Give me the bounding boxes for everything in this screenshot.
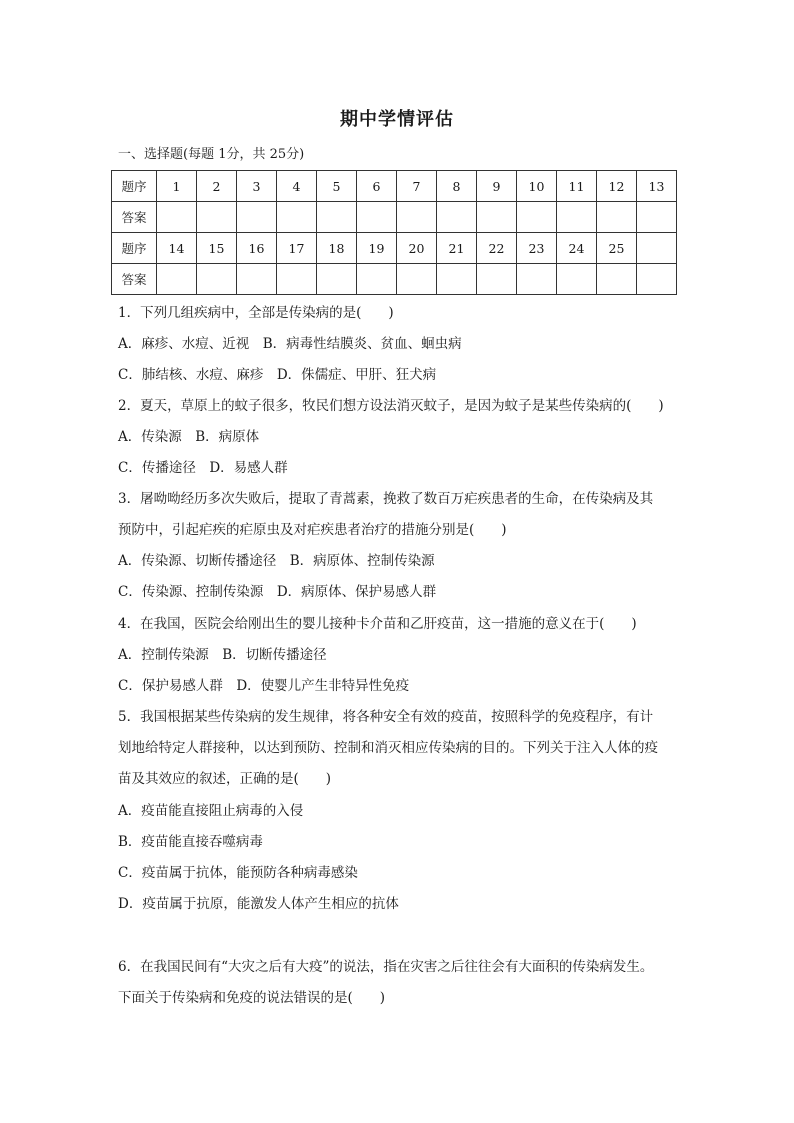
table-row — [112, 264, 677, 295]
answer-cell[interactable] — [317, 264, 357, 295]
question-number-cell: 2 — [197, 171, 237, 202]
question-number-cell: 18 — [317, 233, 357, 264]
question-3-options-cd: C．传染源、控制传染源 D．病原体、保护易感人群 — [118, 584, 437, 600]
question-number-cell — [637, 233, 677, 264]
answer-cell[interactable] — [437, 264, 477, 295]
answer-cell[interactable] — [517, 264, 557, 295]
question-number-cell: 9 — [477, 171, 517, 202]
answer-cell[interactable] — [357, 202, 397, 233]
answer-table — [111, 170, 677, 295]
answer-cell[interactable] — [317, 202, 357, 233]
answer-cell[interactable] — [437, 202, 477, 233]
answer-cell[interactable] — [277, 264, 317, 295]
answer-cell[interactable] — [597, 264, 637, 295]
question-4-options-cd: C．保护易感人群 D．使婴儿产生非特异性免疫 — [118, 678, 410, 694]
answer-cell[interactable] — [277, 202, 317, 233]
answer-cell[interactable] — [397, 202, 437, 233]
question-5-option-c: C．疫苗属于抗体，能预防各种病毒感染 — [118, 865, 358, 881]
answer-cell[interactable] — [477, 264, 517, 295]
row-label: 答案 — [112, 264, 157, 295]
question-number-cell: 13 — [637, 171, 677, 202]
question-6-stem-line1: 6．在我国民间有“大灾之后有大疫”的说法，指在灾害之后往往会有大面积的传染病发生。 — [118, 959, 654, 975]
question-3-options-ab: A．传染源、切断传播途径 B．病原体、控制传染源 — [118, 553, 435, 569]
row-label: 答案 — [112, 202, 157, 233]
question-5-option-d: D．疫苗属于抗原，能激发人体产生相应的抗体 — [118, 896, 399, 912]
question-number-cell: 21 — [437, 233, 477, 264]
question-3-stem-line1: 3．屠呦呦经历多次失败后，提取了青蒿素，挽救了数百万疟疾患者的生命，在传染病及其 — [118, 491, 654, 507]
question-number-cell: 19 — [357, 233, 397, 264]
question-1-stem: 1．下列几组疾病中，全部是传染病的是( ) — [118, 305, 394, 321]
section-header: 一、选择题(每题 1分，共 25分) — [118, 147, 305, 162]
answer-cell[interactable] — [557, 264, 597, 295]
question-2-stem: 2．夏天，草原上的蚊子很多，牧民们想方设法消灭蚊子，是因为蚊子是某些传染病的( ) — [118, 398, 664, 414]
answer-cell[interactable] — [637, 264, 677, 295]
question-1-options-ab: A．麻疹、水痘、近视 B．病毒性结膜炎、贫血、蛔虫病 — [118, 336, 462, 352]
answer-cell[interactable] — [197, 264, 237, 295]
page-title: 期中学情评估 — [340, 109, 454, 130]
answer-cell[interactable] — [237, 202, 277, 233]
question-number-cell: 12 — [597, 171, 637, 202]
question-number-cell: 17 — [277, 233, 317, 264]
question-number-cell: 24 — [557, 233, 597, 264]
question-5-option-b: B．疫苗能直接吞噬病毒 — [118, 834, 263, 850]
question-number-cell: 3 — [237, 171, 277, 202]
question-number-cell: 20 — [397, 233, 437, 264]
question-5-stem-line2: 划地给特定人群接种，以达到预防、控制和消灭相应传染病的目的。下列关于注入人体的疫 — [118, 740, 658, 756]
question-number-cell: 1 — [157, 171, 197, 202]
answer-cell[interactable] — [157, 202, 197, 233]
answer-cell[interactable] — [197, 202, 237, 233]
answer-cell[interactable] — [237, 264, 277, 295]
question-6-stem-line2: 下面关于传染病和免疫的说法错误的是( ) — [118, 990, 386, 1006]
answer-cell[interactable] — [477, 202, 517, 233]
answer-cell[interactable] — [397, 264, 437, 295]
table-row — [112, 233, 677, 264]
question-number-cell: 10 — [517, 171, 557, 202]
question-number-cell: 8 — [437, 171, 477, 202]
question-number-cell: 14 — [157, 233, 197, 264]
question-number-cell: 15 — [197, 233, 237, 264]
question-2-options-cd: C．传播途径 D．易感人群 — [118, 460, 288, 476]
question-2-options-ab: A．传染源 B．病原体 — [118, 429, 260, 445]
answer-cell[interactable] — [517, 202, 557, 233]
question-number-cell: 23 — [517, 233, 557, 264]
question-3-stem-line2: 预防中，引起疟疾的疟原虫及对疟疾患者治疗的措施分别是( ) — [118, 522, 507, 538]
answer-cell[interactable] — [597, 202, 637, 233]
question-number-cell: 16 — [237, 233, 277, 264]
question-4-stem: 4．在我国，医院会给刚出生的婴儿接种卡介苗和乙肝疫苗，这一措施的意义在于( ) — [118, 616, 637, 632]
question-5-option-a: A．疫苗能直接阻止病毒的入侵 — [118, 803, 304, 819]
question-5-stem-line1: 5．我国根据某些传染病的发生规律，将各种安全有效的疫苗，按照科学的免疫程序，有计 — [118, 709, 654, 725]
question-4-options-ab: A．控制传染源 B．切断传播途径 — [118, 647, 327, 663]
question-number-cell: 5 — [317, 171, 357, 202]
question-1-options-cd: C．肺结核、水痘、麻疹 D．侏儒症、甲肝、狂犬病 — [118, 367, 437, 383]
question-5-stem-line3: 苗及其效应的叙述，正确的是( ) — [118, 771, 332, 787]
table-row — [112, 202, 677, 233]
row-label: 题序 — [112, 171, 157, 202]
answer-cell[interactable] — [557, 202, 597, 233]
answer-cell[interactable] — [357, 264, 397, 295]
question-number-cell: 4 — [277, 171, 317, 202]
question-number-cell: 6 — [357, 171, 397, 202]
table-row — [112, 171, 677, 202]
row-label: 题序 — [112, 233, 157, 264]
question-number-cell: 22 — [477, 233, 517, 264]
question-number-cell: 7 — [397, 171, 437, 202]
answer-cell[interactable] — [637, 202, 677, 233]
question-number-cell: 11 — [557, 171, 597, 202]
question-number-cell: 25 — [597, 233, 637, 264]
answer-cell[interactable] — [157, 264, 197, 295]
